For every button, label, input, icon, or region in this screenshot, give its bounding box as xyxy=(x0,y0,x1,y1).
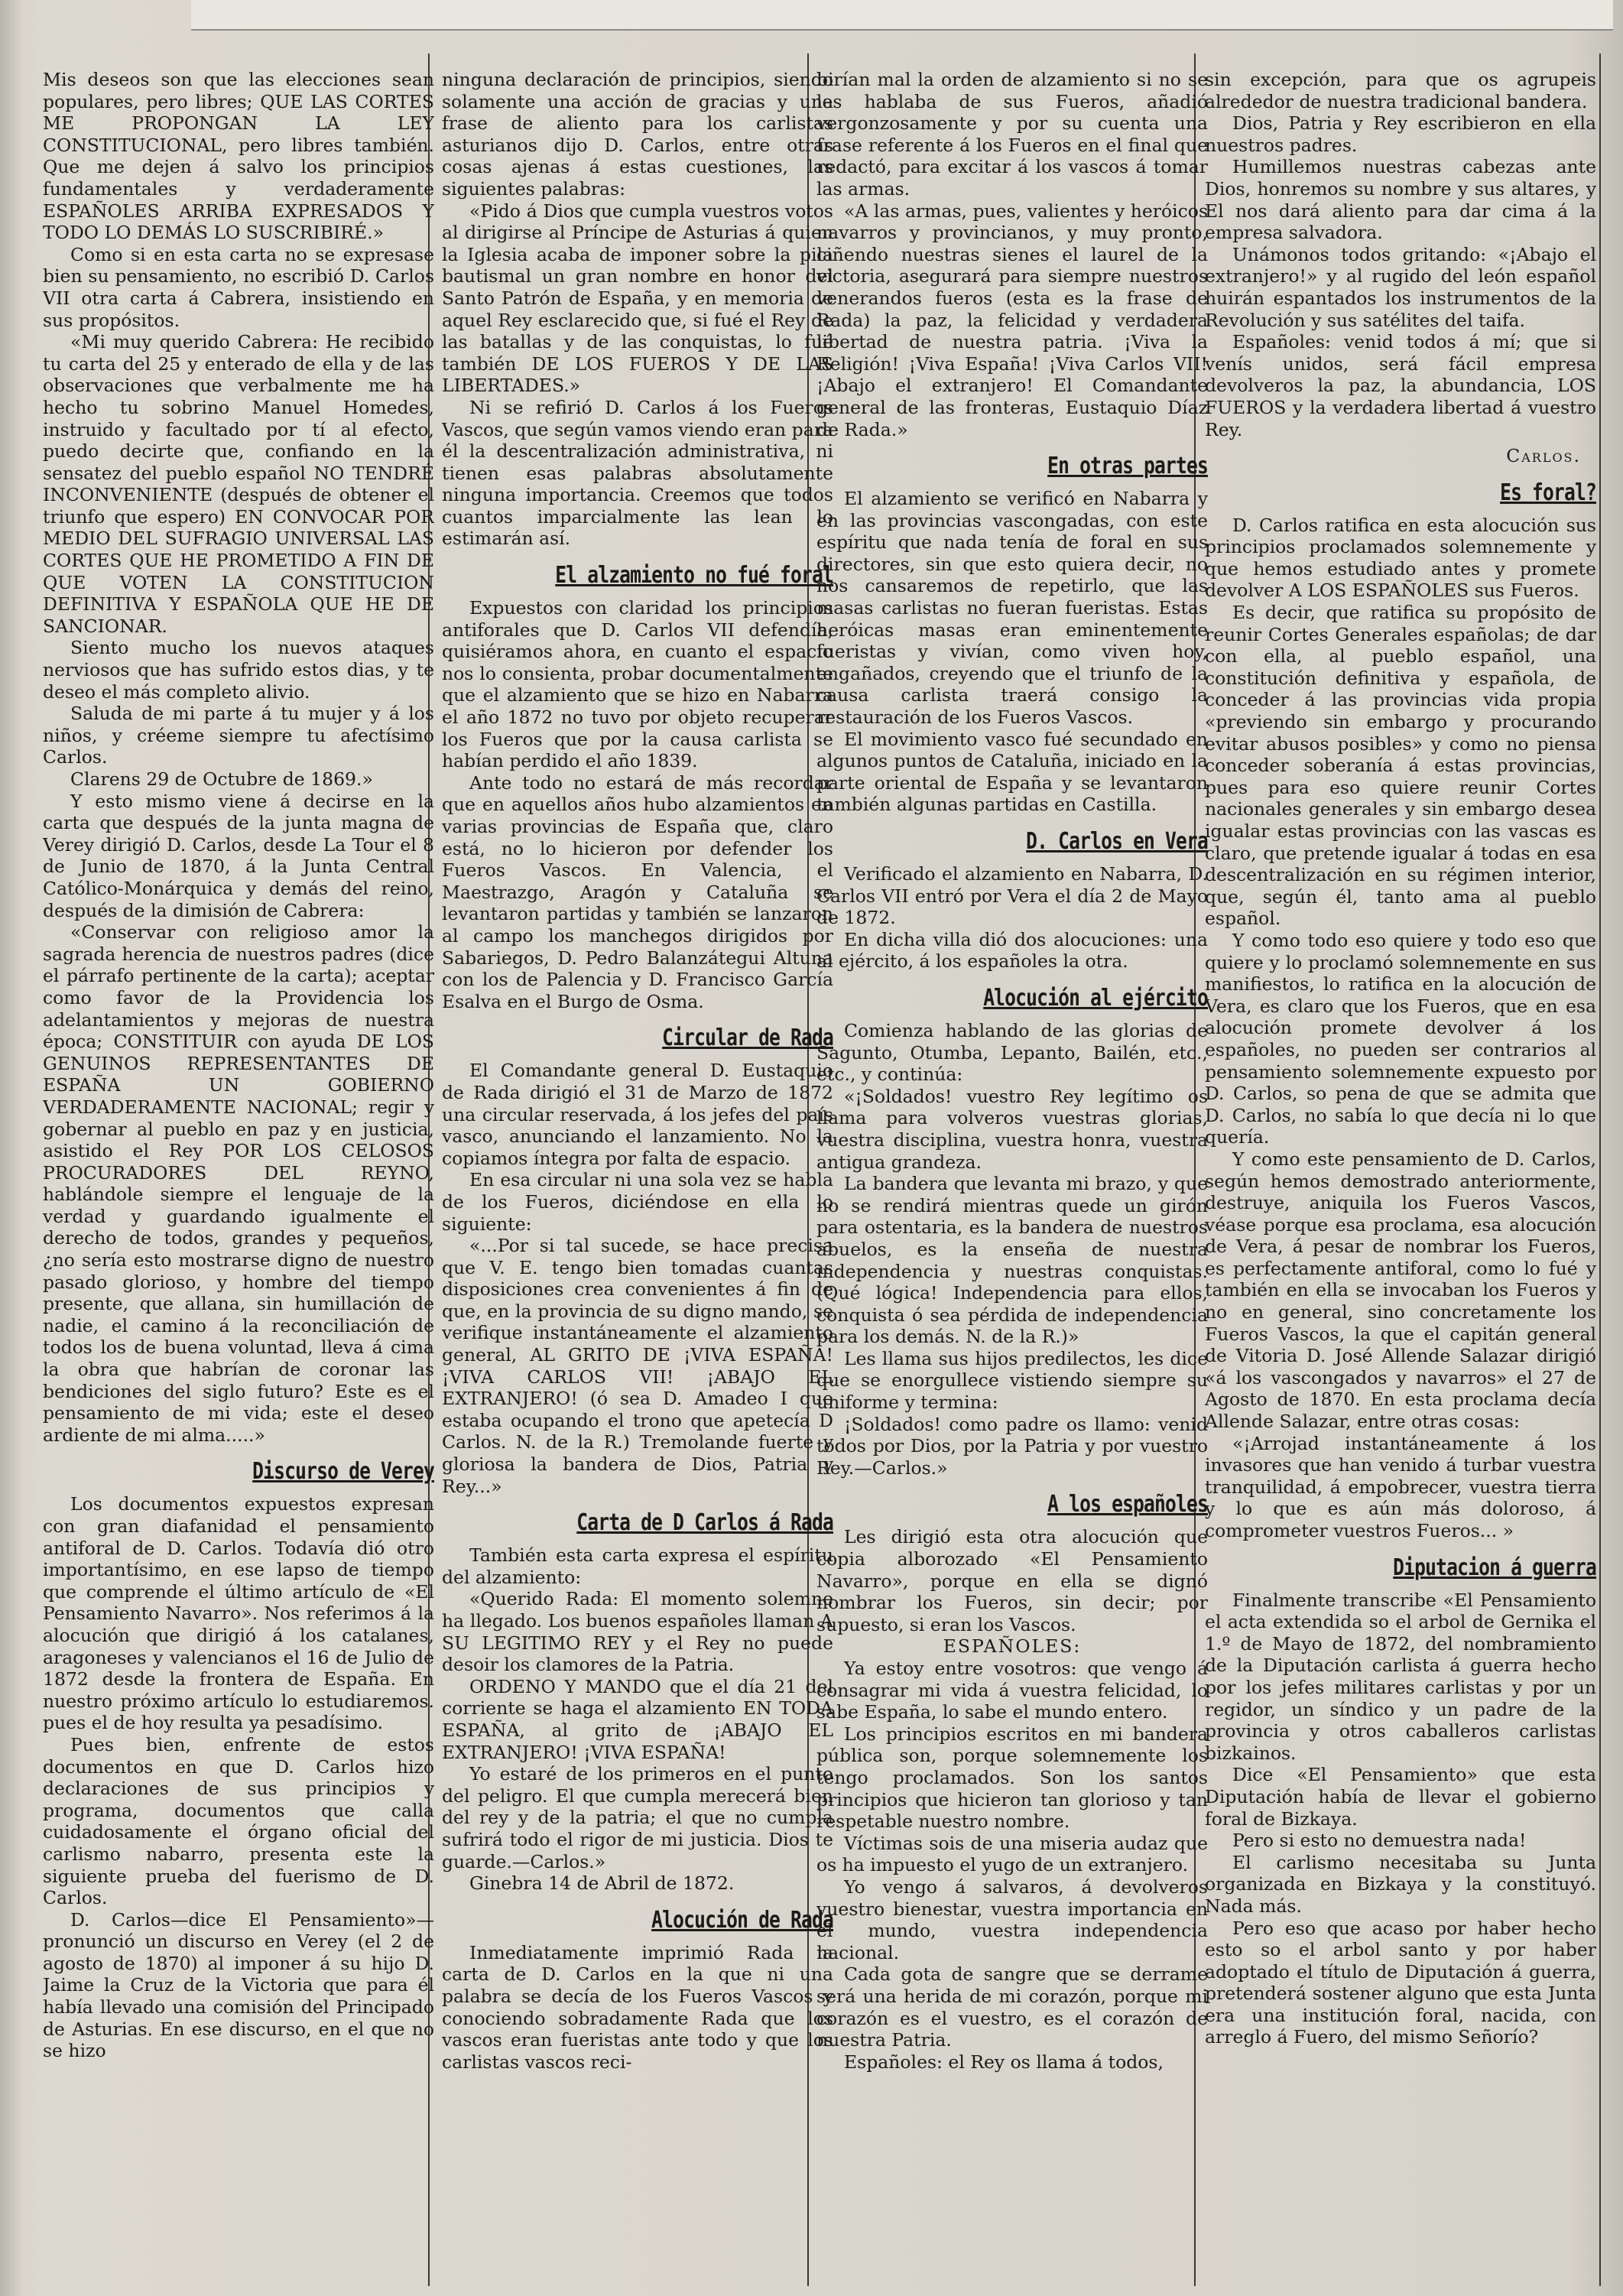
paragraph: El alzamiento se verificó en Nabarra y en las provincias vascongadas, con este espíritu que nada tenía de foral en sus directores, sin que esto quiera decir, no nos cansaremos de repetirlo, que las masas carlistas no fueran fueristas. Estas heróicas masas eran eminentemente fueristas y vivían, como viven hoy, engañados, creyendo que el triunfo de la causa carlista traerá consigo la restauración de los Fueros Vascos. xyxy=(816,488,1208,729)
top-margin-strip xyxy=(191,0,1613,31)
paragraph: ORDENO Y MANDO que el día 21 del corriente se haga el alzamiento EN TODA ESPAÑA, al grito de ¡ABAJO EL EXTRANJERO! ¡VIVA ESPAÑA! xyxy=(442,1675,833,1763)
paragraph: Pero si esto no demuestra nada! xyxy=(1232,1830,1527,1852)
signature: Carlos. xyxy=(1506,445,1581,467)
column-2 xyxy=(442,69,833,2271)
paragraph: Pero eso que acaso por haber hecho esto so el arbol santo y por haber adoptado el título de Diputación á guerra, pretenderá sostener alguno que esta Junta era una institución foral, nacida, con arreglo á Fuero, del mismo Señorío? xyxy=(1205,1917,1596,2048)
paragraph: Finalmente transcribe «El Pensamiento el acta extendida so el arbol de Gernika el 1.º de Mayo de 1872, del nombramiento de la Diputación carlista á guerra hecho por los jefes militares carlistas y por un regidor, un síndico y un padre de la provincia y otros caballeros carlistas bizkainos. xyxy=(1205,1589,1596,1764)
column-3 xyxy=(816,69,1208,2271)
paragraph: Inmediatamente imprimió Rada la carta de D. Carlos en la que ni una palabra se decía de los Fueros Vascos y conociendo sobradamente Rada que los vascos eran fueristas ante todo y que los carlistas vascos reci- xyxy=(442,1941,833,2073)
column-rule xyxy=(1599,54,1601,2286)
paragraph: Víctimas sois de una miseria audaz que os ha impuesto el yugo de un extranjero. xyxy=(816,1832,1208,1876)
paragraph: «Mi muy querido Cabrera: He recibido tu carta del 25 y enterado de ella y de las observaciones que verbalmente me ha hecho tu sobrino Manuel Homedes, instruido y facultado por tí al efecto, puedo decirte que, confiando en la sensatez del pueblo español NO TENDRÉ INCONVENIENTE (después de obtener el triunfo que espero) EN CONVOCAR POR MEDIO DEL SUFRAGIO UNIVERSAL LAS CORTES QUE HE PROMETIDO A FIN DE QUE VOTEN LA CONSTITUCION DEFINITIVA Y ESPAÑOLA QUE HE DE SANCIONAR. xyxy=(43,331,434,637)
paragraph: Ni se refirió D. Carlos á los Fueros Vascos, que según vamos viendo eran para él la descentralización administrativa, ni tienen esas palabras absolutamente ninguna importancia. Creemos que todos cuantos imparcialmente las lean lo estimarán así. xyxy=(442,396,833,550)
paragraph: Los documentos expuestos expresan con gran diafanidad el pensamiento antiforal de D. Carlos. Todavía dió otro importantísimo, en ese lapso de tiempo que comprende el último artículo de «El Pensamiento Navarro». Nos referimos á la alocución que dirigió á los catalanes, aragoneses y valencianos el 16 de Julio de 1872 desde la frontera de España. En nuestro próximo artículo lo estudiaremos. pues el de hoy resulta ya pesadísimo. xyxy=(43,1493,434,1734)
paragraph: Saluda de mi parte á tu mujer y á los niños, y créeme siempre tu afectísimo Carlos. xyxy=(43,703,434,768)
section-heading: A los españoles xyxy=(1047,1491,1208,1518)
paragraph: ¡Soldados! como padre os llamo: venid todos por Dios, por la Patria y por vuestro Rey.—Carlos.» xyxy=(816,1413,1208,1479)
paragraph: Pues bien, enfrente de estos documentos en que D. Carlos hizo declaraciones de sus principios y programa, documentos que calla cuidadosamente el órgano oficial del carlismo nabarro, presenta este la siguiente prueba del fuerismo de D. Carlos. xyxy=(43,1733,434,1909)
paragraph: Y como todo eso quiere y todo eso que quiere y lo proclamó solemnemente en sus manifiestos, lo ratifica en la alocución de Vera, es claro que los Fueros, que en esa alocución promete devolver á los españoles, no pueden ser contrarios al pensamiento solemnemente expuesto por D. Carlos, so pena de que se admita que D. Carlos, no sabía lo que decía ni lo que quería. xyxy=(1205,929,1596,1148)
paragraph: Dios, Patria y Rey escribieron en ella nuestros padres. xyxy=(1205,112,1596,156)
section-heading: El alzamiento no fué foral xyxy=(555,562,833,589)
section-heading: D. Carlos en Vera xyxy=(1026,828,1208,855)
paragraph: Comienza hablando de las glorias de Sagunto, Otumba, Lepanto, Bailén, etc., etc., y continúa: xyxy=(816,1019,1208,1086)
section-heading: Circular de Rada xyxy=(662,1025,833,1052)
paragraph: El Comandante general D. Eustaquio de Rada dirigió el 31 de Marzo de 1872 una circular reservada, á los jefes del país vasco, anunciando el lanzamiento. No la copiamos íntegra por falta de espacio. xyxy=(442,1060,833,1169)
paragraph: «A las armas, pues, valientes y heróicos navarros y provincianos, y muy pronto, ciñendo nuestras sienes el laurel de la victoria, asegurará para siempre nuestros venerandos fueros (esta es la frase de Rada) la paz, la felicidad y verdadera libertad de nuestra patria. ¡Viva la Religión! ¡Viva España! ¡Viva Carlos VII! ¡Abajo el extranjero! El Comandante general de las fronteras, Eustaquio Díaz de Rada.» xyxy=(816,200,1208,440)
paragraph: Los principios escritos en mi bandera pública son, porque solemnemente los tengo proclamados. Son los santos principios que hicieron tan glorioso y tan respetable nuestro nombre. xyxy=(816,1723,1208,1833)
paragraph: Ya estoy entre vosotros: que vengo á consagrar mi vida á vuestra felicidad, lo sabe España, lo sabe el mundo entero. xyxy=(816,1658,1208,1723)
section-heading: Carta de D Carlos á Rada xyxy=(576,1509,833,1537)
paragraph: «Conservar con religioso amor la sagrada herencia de nuestros padres (dice el párrafo pertinente de la carta); aceptar como favor de la Providencia los adelantamientos y mejoras de nuestra época; CONSTITUIR con ayuda DE LOS GENUINOS REPRESENTANTES DE ESPAÑA UN GOBIERNO VERDADERAMENTE NACIONAL; regir y gobernar al pueblo en paz y en justicia, asistido el Rey POR LOS CELOSOS PROCURADORES DEL REYNO, hablándole siempre el lenguaje de la verdad y guardando igualmente el derecho de todos, grandes y pequeños, ¿no sería esto mostrarse digno de nuestro pasado glorioso, y hombre del tiempo presente, que allana, sin humillación de nadie, el camino á la reconciliación de todos los de buena voluntad, lleva á cima la obra que habrían de coronar las bendiciones del siglo futuro? Este es el pensamiento de mi vida; este el deseo ardiente de mi alma.....» xyxy=(43,921,434,1446)
section-heading: Es foral? xyxy=(1500,479,1596,506)
paragraph: En dicha villa dió dos alocuciones: una al ejército, á los españoles la otra. xyxy=(816,928,1208,973)
paragraph: Ginebra 14 de Abril de 1872. xyxy=(469,1872,735,1895)
paragraph: «¡Arrojad instantáneamente á los invasores que han venido á turbar vuestra tranquilidad, á empobrecer, vuestra tierra y lo que es aún más doloroso, á comprometer vuestros Fueros... » xyxy=(1205,1432,1596,1541)
paragraph: ninguna declaración de principios, siendo solamente una acción de gracias y una frase de aliento para los carlistas asturianos dijo D. Carlos, entre otras cosas ajenas á estas cuestiones, las siguientes palabras: xyxy=(442,69,833,200)
paragraph: El movimiento vasco fué secundado en algunos puntos de Cataluña, iniciado en la parte oriental de España y se levantaron también algunas partidas en Castilla. xyxy=(816,728,1208,816)
column-4 xyxy=(1205,69,1596,2271)
paragraph: Verificado el alzamiento en Nabarra, D. Carlos VII entró por Vera el día 2 de Mayo de 1872. xyxy=(816,863,1208,929)
column-1 xyxy=(43,69,434,2271)
paragraph: «¡Soldados! vuestro Rey legítimo os llama para volveros vuestras glorias, vuestra disciplina, vuestra honra, vuestra antigua grandeza. xyxy=(816,1085,1208,1173)
salutation: ESPAÑOLES: xyxy=(943,1635,1082,1658)
paragraph: Les llama sus hijos predilectos, les dice que se enorgullece vistiendo siempre su uniforme y termina: xyxy=(816,1347,1208,1414)
paragraph: Siento mucho los nuevos ataques nerviosos que has sufrido estos dias, y te deseo el más completo alivio. xyxy=(43,637,434,703)
paragraph: También esta carta expresa el espíritu del alzamiento: xyxy=(442,1544,833,1588)
paragraph: Humillemos nuestras cabezas ante Dios, honremos su nombre y sus altares, y El nos dará aliento para dar cima á la empresa salvadora. xyxy=(1205,156,1596,244)
paragraph: Españoles: venid todos á mí; que si venís unidos, será fácil empresa devolveros la paz, la abundancia, LOS FUEROS y la verdadera libertad á vuestro Rey. xyxy=(1205,331,1596,440)
paragraph: El carlismo necesitaba su Junta organizada en Bizkaya y la constituyó. Nada más. xyxy=(1205,1851,1596,1917)
section-heading: En otras partes xyxy=(1047,453,1208,480)
paragraph: Clarens 29 de Octubre de 1869.» xyxy=(70,768,373,790)
paragraph: Ante todo no estará de más recordar que en aquellos años hubo alzamientos en varias provincias de España que, claro está, no lo hicieron por defender los Fueros Vascos. En Valencia, el Maestrazgo, Aragón y Cataluña se levantaron partidas y también se lanzaron al campo los manchegos dirigidos por Sabariegos, D. Pedro Balanzátegui Altuna con los de Palencia y D. Francisco García Esalva en el Burgo de Osma. xyxy=(442,771,833,1012)
section-heading: Alocución al ejército xyxy=(983,984,1208,1012)
paragraph: «Pido á Dios que cumpla vuestros votos al dirigirse al Príncipe de Asturias á quien la Iglesia acaba de imponer sobre la pila bautismal un gran nombre en honor del Santo Patrón de España, y en memoria de aquel Rey esclarecido que, si fué el Rey de las batallas y de las conquistas, lo fué también DE LOS FUEROS Y DE LAS LIBERTADES.» xyxy=(442,200,833,397)
section-heading: Diputacion á guerra xyxy=(1393,1554,1596,1581)
paragraph: Mis deseos son que las elecciones sean populares, pero libres; QUE LAS CORTES ME PROPONGAN LA LEY CONSTITUCIONAL, pero libres también. Que me dejen á salvo los principios fundamentales y verdaderamente ESPAÑOLES ARRIBA EXPRESADOS Y TODO LO DEMÁS LO SUSCRIBIRÉ.» xyxy=(43,69,434,244)
section-heading: Discurso de Verey xyxy=(252,1458,434,1486)
paragraph: Cada gota de sangre que se derrame será una herida de mi corazón, porque mi corazón es el vuestro, es el corazón de nuestra Patria. xyxy=(816,1963,1208,2051)
paragraph: Unámonos todos gritando: «¡Abajo el extranjero!» y al rugido del león español huirán espantados los instrumentos de la Revolución y sus satélites del taifa. xyxy=(1205,243,1596,331)
paragraph: Expuestos con claridad los principios antiforales que D. Carlos VII defendía, quisiéramos ahora, en cuanto el espacio nos lo consienta, probar documentalmente que el alzamiento que se hizo en Nabarra el año 1872 no tuvo por objeto recuperar los Fueros que por la causa carlista se habían perdido el año 1839. xyxy=(442,597,833,772)
paragraph: Españoles: el Rey os llama á todos, xyxy=(844,2051,1164,2073)
paragraph: «Querido Rada: El momento solemne ha llegado. Los buenos españoles llaman A SU LEGITIMO REY y el Rey no puede desoir los clamores de la Patria. xyxy=(442,1588,833,1676)
paragraph: Como si en esta carta no se expresase bien su pensamiento, no escribió D. Carlos VII otra carta á Cabrera, insistiendo en sus propósitos. xyxy=(43,243,434,331)
paragraph: Les dirigió esta otra alocución que copia alborozado «El Pensamiento Navarro», porque en ella se dignó nombrar los Fueros, sin decir; por supuesto, si eran los Vascos. xyxy=(816,1526,1208,1635)
paragraph: sin excepción, para que os agrupeis alrededor de nuestra tradicional bandera. xyxy=(1205,69,1596,112)
paragraph: Yo vengo á salvaros, á devolveros vuestro bienestar, vuestra importancia en el mundo, vuestra independencia nacional. xyxy=(816,1875,1208,1963)
paragraph: Y esto mismo viene á decirse en la carta que después de la junta magna de Verey dirigió D. Carlos, desde La Tour el 8 de Junio de 1870, á la Junta Central Católico-Monárquica y demás del reino, después de la dimisión de Cabrera: xyxy=(43,790,434,921)
paragraph: Y como este pensamiento de D. Carlos, según hemos demostrado anteriormente, destruye, aniquila los Fueros Vascos, véase porque esa proclama, esa alocución de Vera, á pesar de nombrar los Fueros, es perfectamente antiforal, como lo fué y también en ella se invocaban los Fueros y no en general, sino concretamente los Fueros Vascos, la que el capitán general de Vitoria D. José Allende Salazar dirigió «á los vascongados y navarros» el 27 de Agosto de 1870. En esta proclama decía Allende Salazar, entre otras cosas: xyxy=(1205,1148,1596,1433)
paragraph: D. Carlos ratifica en esta alocución sus principios proclamados solemnemente y que hemos estudiado antes y promete devolver A LOS ESPAÑOLES sus Fueros. xyxy=(1205,514,1596,602)
paragraph: En esa circular ni una sola vez se habla de los Fueros, diciéndose en ella lo siguiente: xyxy=(442,1169,833,1235)
paragraph: D. Carlos—dice El Pensamiento»—pronunció un discurso en Verey (el 2 de agosto de 1870) al imponer á su hijo D. Jaime la Cruz de la Victoria que para él había llevado una comisión del Principado de Asturias. En ese discurso, en el que no se hizo xyxy=(43,1908,434,2062)
paragraph: «...Por si tal sucede, se hace precisa que V. E. tengo bien tomadas cuantas disposiciones crea convenientes á fin de que, en la provincia de su digno mando, se verifique instantáneamente el alzamiento general, AL GRITO DE ¡VIVA ESPAÑA! ¡VIVA CARLOS VII! ¡ABAJO EL EXTRANJERO! (ó sea D. Amadeo I que estaba ocupando el trono que apetecía D Carlos. N. de la R.) Tremolande fuerte y gloriosa la bandera de Dios, Patria y Rey...» xyxy=(442,1235,833,1497)
paragraph: Dice «El Pensamiento» que esta Diputación había de llevar el gobierno foral de Bizkaya. xyxy=(1205,1764,1596,1830)
section-heading: Alocución de Rada xyxy=(651,1906,833,1934)
paragraph: Yo estaré de los primeros en el punto del peligro. El que cumpla merecerá bien del rey y de la patria; el que no cumpla sufrirá todo el rigor de mi justicia. Dios te guarde.—Carlos.» xyxy=(442,1763,833,1872)
paragraph: birían mal la orden de alzamiento si no se les hablaba de sus Fueros, añadió vergonzosamente y por su cuenta una frase referente á los Fueros en el final que redactó, para excitar á los vascos á tomar las armas. xyxy=(816,69,1208,200)
paragraph: La bandera que levanta mi brazo, y que no se rendirá mientras quede un girón para ostentaria, es la bandera de nuestros abuelos, es la enseña de nuestra independencia y nuestras conquistas. (Qué lógica! Independencia para ellos, conquista ó sea pérdida de independencia para los demás. N. de la R.)» xyxy=(816,1173,1208,1348)
paragraph: Es decir, que ratifica su propósito de reunir Cortes Generales españolas; de dar con ella, al pueblo español, una constitución definitiva y española, de conceder á las provincias vida propia «previendo sin embargo y procurando evitar abusos posibles» y como no piensa conceder soberanía á estas provincias, pues para eso quiere reunir Cortes nacionales generales y sin embargo desea igualar estas provincias con las vascas es claro, que pretende igualar á todas en esa descentralización en su régimen interior, que, según él, tanto ama al pueblo español. xyxy=(1205,602,1596,930)
